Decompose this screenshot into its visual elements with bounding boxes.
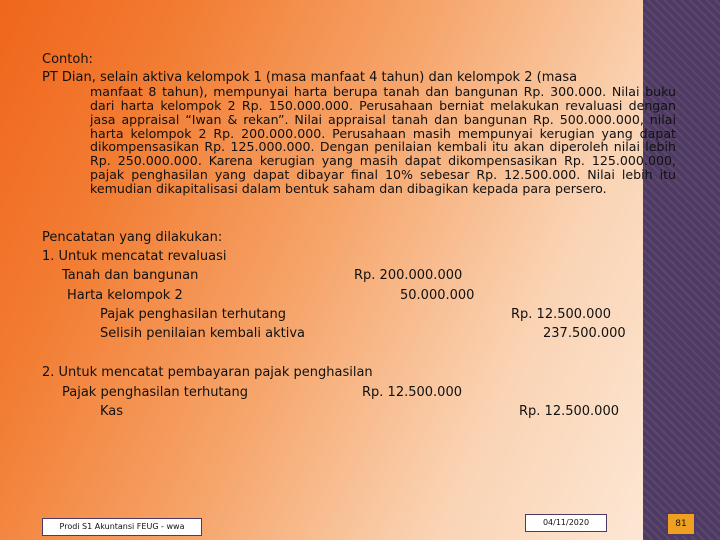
- entry2-credit-label: Kas: [100, 404, 124, 419]
- footer-date: 04/11/2020: [525, 514, 607, 532]
- entry1-debit2-amount: 50.000.000: [400, 288, 475, 303]
- entry2-debit-amount: Rp. 12.500.000: [362, 385, 462, 400]
- example-heading: Contoh:: [42, 52, 93, 67]
- entry1-credit1-label: Pajak penghasilan terhutang: [100, 307, 286, 322]
- entry1-credit2-amount: 237.500.000: [543, 326, 626, 341]
- entry1-credit1-amount: Rp. 12.500.000: [511, 307, 611, 322]
- page-number-badge: 81: [666, 512, 696, 536]
- footer-program-label: Prodi S1 Akuntansi FEUG - wwa: [42, 518, 202, 536]
- entry1-debit2-label: Harta kelompok 2: [67, 288, 183, 303]
- entry1-credit2-label: Selisih penilaian kembali aktiva: [100, 326, 306, 341]
- entry2-title: 2. Untuk mencatat pembayaran pajak penghasilan: [42, 365, 373, 380]
- entry1-title: 1. Untuk mencatat revaluasi: [42, 249, 227, 264]
- paragraph-lead: PT Dian, selain aktiva kelompok 1 (masa manfaat 4 tahun) dan kelompok 2 (masa: [42, 70, 578, 85]
- section-title: Pencatatan yang dilakukan:: [42, 230, 223, 245]
- entry1-debit1-label: Tanah dan bangunan: [62, 268, 199, 283]
- paragraph-body: manfaat 8 tahun), mempunyai harta berupa tanah dan bangunan Rp. 300.000. Nilai buku dari harta kelompok 2 Rp. 150.000.000. Perusahaan berniat melakukan revaluasi dengan jasa appraisal “Iwan & rekan”. Nilai appraisal tanah dan bangunan Rp. 500.000.000, nilai harta kelompok 2 Rp. 200.000.000. Perusahaan masih mempunyai kerugian yang dapat dikompensasikan Rp. 125.000.000. Dengan penilaian kembali itu akan diperoleh nilai lebih Rp. 250.000.000. Karena kerugian yang masih dapat dikompensasikan Rp. 125.000.000, pajak penghasilan yang dapat dibayar final 10% sebesar Rp. 12.500.000. Nilai lebih itu kemudian dikapitalisasi dalam bentuk saham dan dibagikan kepada para persero.: [90, 84, 676, 196]
- entry2-debit-label: Pajak penghasilan terhutang: [62, 385, 248, 400]
- entry2-credit-amount: Rp. 12.500.000: [519, 404, 619, 419]
- entry1-debit1-amount: Rp. 200.000.000: [354, 268, 463, 283]
